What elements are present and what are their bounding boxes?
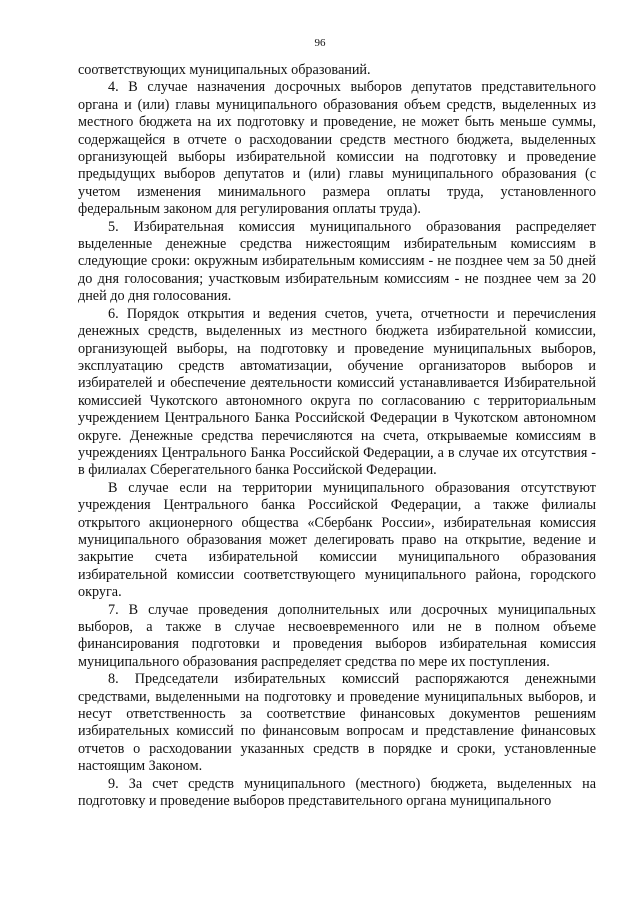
paragraph-item-7: 7. В случае проведения дополнительных или досрочных муниципальных выборов, а также в случае несвоевременного или не в полном объеме финансирования подготовки и проведения выборов избирательная комиссия муниципального образования распределяет средства по мере их поступления. [78, 601, 596, 670]
page-number: 96 [314, 37, 326, 49]
paragraph-item-4: 4. В случае назначения досрочных выборов депутатов представительного органа и (или) главы муниципального образования объем средств, выделенных из местного бюджета на их подготовку и проведение, не может быть меньше суммы, содержащейся в отчете о расходовании средств местного бюджета, выделенных организующей выборы избирательной комиссии на подготовку и проведение предыдущих выборов депутатов и (или) главы муниципального образования (с учетом изменения минимального размера оплаты труда, установленного федеральным законом для регулирования оплаты труда). [78, 79, 596, 218]
paragraph-item-8: 8. Председатели избирательных комиссий распоряжаются денежными средствами, выделенными на подготовку и проведение муниципальных выборов, и несут ответственность за соответствие финансовых документов решениям избирательных комиссий по финансовым вопросам и представление финансовых отчетов о расходовании указанных средств в порядке и сроки, установленные настоящим Законом. [78, 671, 596, 775]
paragraph-item-9: 9. За счет средств муниципального (местного) бюджета, выделенных на подготовку и проведение выборов представительного органа муниципального [78, 775, 596, 810]
paragraph-continuation: соответствующих муниципальных образований. [78, 62, 371, 78]
paragraph-item-6-continued: В случае если на территории муниципального образования отсутствуют учреждения Центрального банка Российской Федерации, а также филиалы открытого акционерного общества «Сбербанк России», избирательная комиссия муниципального образования может делегировать право на открытие, ведение и закрытие счета избирательной комиссии муниципального образования избирательной комиссии соответствующего муниципального района, городского округа. [78, 479, 596, 601]
paragraph-item-6: 6. Порядок открытия и ведения счетов, учета, отчетности и перечисления денежных средств, выделенных из местного бюджета избирательной комиссии, организующей выборы, на подготовку и проведение муниципальных выборов, эксплуатацию средств автоматизации, обучение организаторов выборов и избирателей и обеспечение деятельности комиссий устанавливается Избирательной комиссией Чукотского автономного округа по согласованию с территориальным учреждением Центрального Банка Российской Федерации в Чукотском автономном округе. Денежные средства перечисляются на счета, открываемые комиссиям в учреждениях Центрального Банка Российской Федерации, а в случае их отсутствия - в филиалах Сберегательного банка Российской Федерации. [78, 305, 596, 479]
document-body [78, 62, 596, 810]
paragraph-item-5: 5. Избирательная комиссия муниципального образования распределяет выделенные денежные средства нижестоящим избирательным комиссиям в следующие сроки: окружным избирательным комиссиям - не позднее чем за 50 дней до дня голосования; участковым избирательным комиссиям - не позднее чем за 20 дней до дня голосования. [78, 218, 596, 305]
